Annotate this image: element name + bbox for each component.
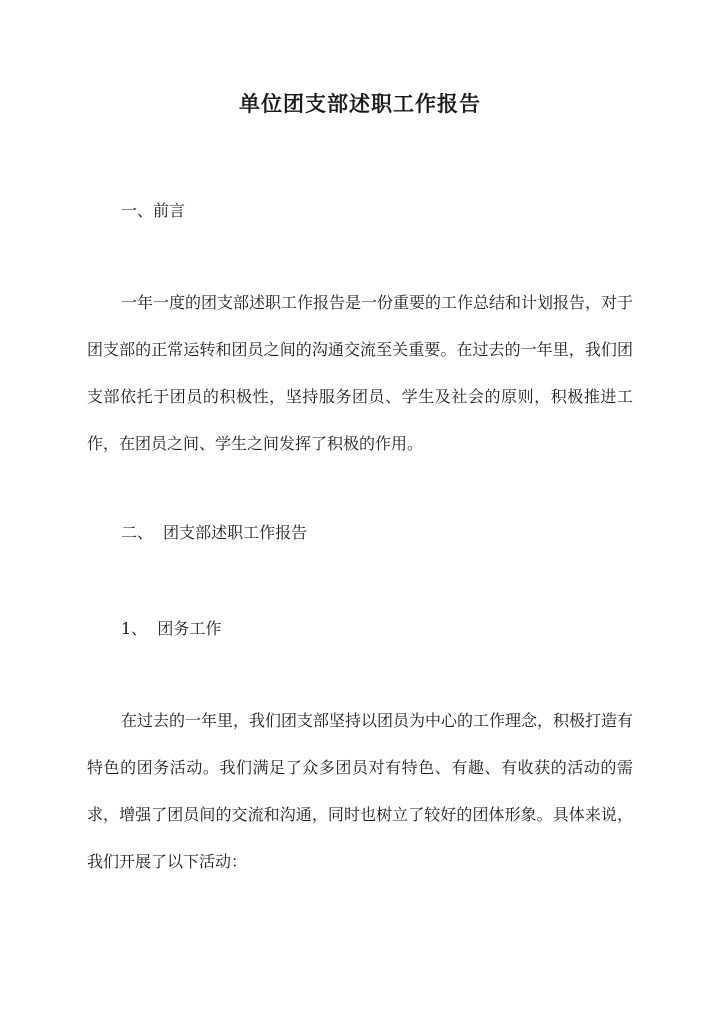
section-heading-report: 二、 团支部述职工作报告 <box>121 523 308 542</box>
section-heading-preface: 一、前言 <box>121 201 186 220</box>
subsection-heading-league-affairs: 1、 团务工作 <box>121 619 222 638</box>
paragraph-preface: 一年一度的团支部述职工作报告是一份重要的工作总结和计划报告，对于团支部的正常运转和团员之间的沟通交流至关重要。在过去的一年里，我们团支部依托于团员的积极性，坚持服务团员、学生及社会的原则，积极推进工作，在团员之间、学生之间发挥了积极的作用。 <box>87 293 634 453</box>
paragraph-league-affairs: 在过去的一年里，我们团支部坚持以团员为中心的工作理念，积极打造有特色的团务活动。我们满足了众多团员对有特色、有趣、有收获的活动的需求，增强了团员间的交流和沟通，同时也树立了较好的团体形象。具体来说，我们开展了以下活动： <box>87 711 634 871</box>
document-title: 单位团支部述职工作报告 <box>239 91 481 116</box>
